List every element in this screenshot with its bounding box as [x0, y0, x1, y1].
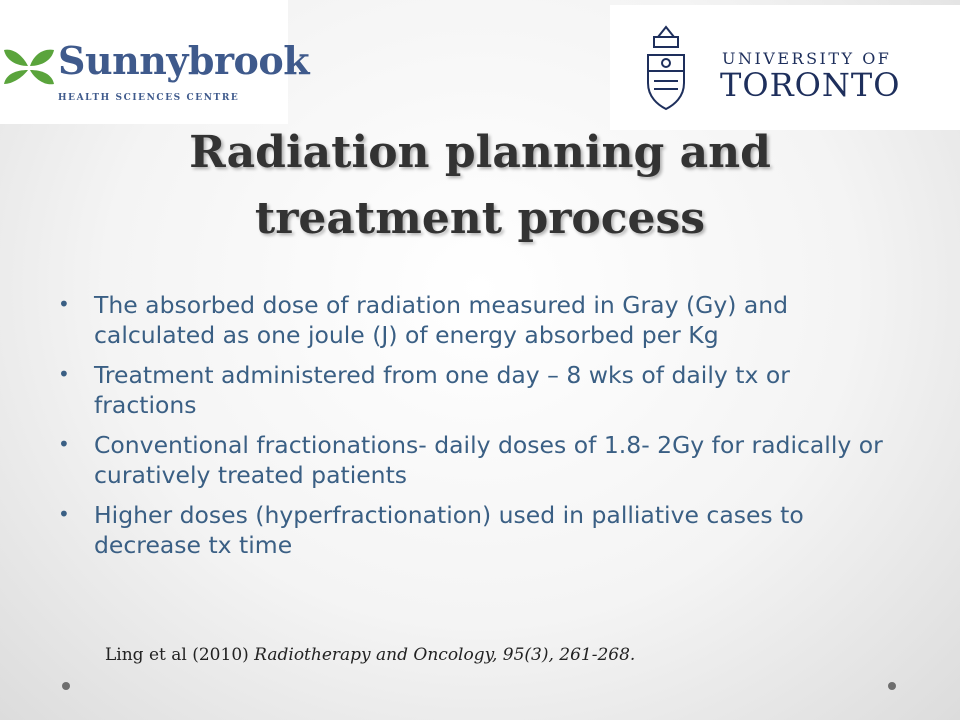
bullet-text: Conventional fractionations- daily doses of 1.8- 2Gy for radically or curatively treated patients: [94, 431, 883, 489]
sunnybrook-subtitle: HEALTH SCIENCES CENTRE: [58, 93, 240, 103]
bullet-item: [58, 500, 898, 560]
toronto-label: TORONTO: [720, 66, 901, 104]
citation: [105, 645, 635, 665]
crest-icon: [640, 25, 692, 113]
bullet-icon: •: [58, 292, 70, 316]
corner-dot-right: [888, 682, 896, 690]
leaf-icon: [0, 40, 56, 96]
corner-dot-left: [62, 682, 70, 690]
citation-source: Radiotherapy and Oncology, 95(3), 261-268.: [254, 645, 636, 665]
bullet-item: [58, 360, 898, 420]
university-of-toronto-logo: [610, 5, 960, 130]
bullet-text: Higher doses (hyperfractionation) used in palliative cases to decrease tx time: [94, 501, 804, 559]
bullet-text: Treatment administered from one day – 8 wks of daily tx or fractions: [94, 361, 790, 419]
bullet-icon: •: [58, 432, 70, 456]
citation-authors: Ling et al (2010): [105, 645, 249, 665]
sunnybrook-name: Sunnybrook: [58, 38, 310, 83]
bullet-text: The absorbed dose of radiation measured in Gray (Gy) and calculated as one joule (J) of energy absorbed per Kg: [94, 291, 789, 349]
title-line-2: treatment process: [254, 193, 706, 244]
title-line-1: Radiation planning and: [189, 127, 771, 178]
bullet-item: [58, 430, 898, 490]
bullet-icon: •: [58, 502, 70, 526]
slide-title: [120, 120, 840, 252]
university-of-label: UNIVERSITY OF: [722, 49, 892, 68]
bullet-icon: •: [58, 362, 70, 386]
sunnybrook-logo: [0, 0, 310, 124]
bullet-list: [58, 290, 898, 570]
bullet-item: [58, 290, 898, 350]
